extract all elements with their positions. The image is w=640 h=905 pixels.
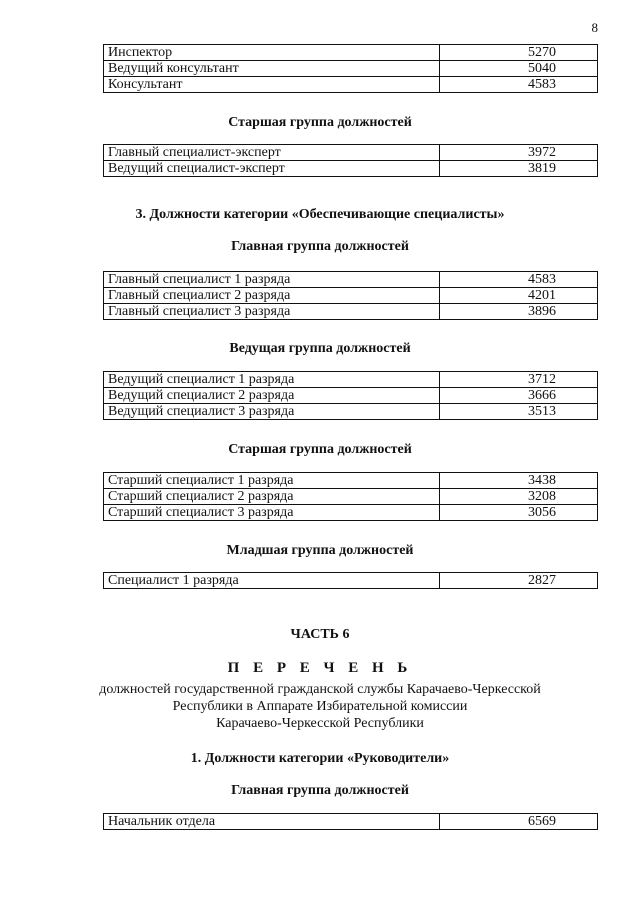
salary-value: 3972 xyxy=(440,145,598,161)
position-title: Ведущий специалист 2 разряда xyxy=(104,388,440,404)
table-row xyxy=(104,288,598,304)
table-row xyxy=(104,505,598,521)
position-title: Старший специалист 2 разряда xyxy=(104,489,440,505)
salary-value: 6569 xyxy=(440,814,598,830)
table-row xyxy=(104,161,598,177)
salary-value: 5040 xyxy=(440,61,598,77)
salary-value: 2827 xyxy=(440,573,598,589)
salary-value: 5270 xyxy=(440,45,598,61)
part-title: ЧАСТЬ 6 xyxy=(290,627,350,642)
subtitle-line-1: должностей государственной гражданской службы Карачаево-Черкесской xyxy=(99,682,541,697)
position-title: Инспектор xyxy=(104,45,440,61)
salary-table-3 xyxy=(103,271,598,320)
salary-table-1 xyxy=(103,44,598,93)
group-heading: Главная группа должностей xyxy=(231,239,409,254)
position-title: Главный специалист-эксперт xyxy=(104,145,440,161)
salary-value: 4583 xyxy=(440,77,598,93)
group-heading: Старшая группа должностей xyxy=(228,115,412,130)
group-heading: Ведущая группа должностей xyxy=(229,341,411,356)
position-title: Ведущий специалист 3 разряда xyxy=(104,404,440,420)
salary-value: 4583 xyxy=(440,272,598,288)
position-title: Ведущий специалист 1 разряда xyxy=(104,372,440,388)
position-title: Главный специалист 1 разряда xyxy=(104,272,440,288)
salary-value: 3513 xyxy=(440,404,598,420)
group-heading: Старшая группа должностей xyxy=(228,442,412,457)
position-title: Старший специалист 3 разряда xyxy=(104,505,440,521)
table-row xyxy=(104,489,598,505)
salary-value: 3712 xyxy=(440,372,598,388)
position-title: Главный специалист 3 разряда xyxy=(104,304,440,320)
table-row xyxy=(104,272,598,288)
salary-value: 3208 xyxy=(440,489,598,505)
table-row xyxy=(104,573,598,589)
section-heading: 1. Должности категории «Руководители» xyxy=(190,751,450,766)
table-row xyxy=(104,372,598,388)
position-title: Ведущий специалист-эксперт xyxy=(104,161,440,177)
section-heading: 3. Должности категории «Обеспечивающие специалисты» xyxy=(135,207,505,222)
position-title: Старший специалист 1 разряда xyxy=(104,473,440,489)
table-row xyxy=(104,145,598,161)
perechen-title: П Е Р Е Ч Е Н Ь xyxy=(227,660,413,676)
table-row xyxy=(104,814,598,830)
salary-value: 3056 xyxy=(440,505,598,521)
salary-value: 4201 xyxy=(440,288,598,304)
salary-table-6 xyxy=(103,572,598,589)
position-title: Ведущий консультант xyxy=(104,61,440,77)
table-row xyxy=(104,473,598,489)
salary-table-2 xyxy=(103,144,598,177)
table-row xyxy=(104,304,598,320)
salary-table-7 xyxy=(103,813,598,830)
salary-value: 3438 xyxy=(440,473,598,489)
table-row xyxy=(104,61,598,77)
group-heading: Главная группа должностей xyxy=(231,783,409,798)
salary-value: 3896 xyxy=(440,304,598,320)
table-row xyxy=(104,388,598,404)
salary-table-5 xyxy=(103,472,598,521)
table-row xyxy=(104,404,598,420)
table-row xyxy=(104,45,598,61)
position-title: Консультант xyxy=(104,77,440,93)
subtitle-line-2: Республики в Аппарате Избирательной комиссии xyxy=(172,699,468,714)
position-title: Специалист 1 разряда xyxy=(104,573,440,589)
salary-value: 3819 xyxy=(440,161,598,177)
position-title: Главный специалист 2 разряда xyxy=(104,288,440,304)
group-heading: Младшая группа должностей xyxy=(226,543,414,558)
salary-table-4 xyxy=(103,371,598,420)
page-number: 8 xyxy=(591,20,598,35)
salary-value: 3666 xyxy=(440,388,598,404)
subtitle-line-3: Карачаево-Черкесской Республики xyxy=(216,716,424,731)
table-row xyxy=(104,77,598,93)
position-title: Начальник отдела xyxy=(104,814,440,830)
